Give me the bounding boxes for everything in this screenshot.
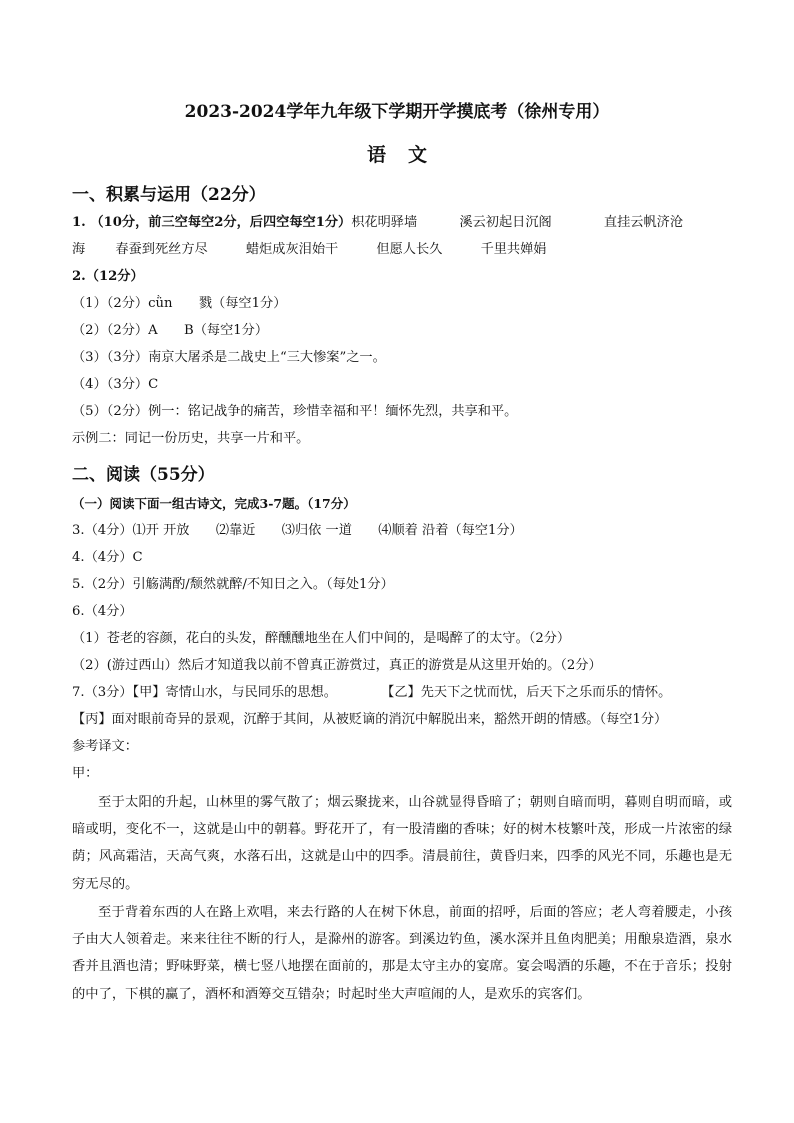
q1-answer-3-cont: 海: [72, 242, 86, 257]
q6-2: （2）(游过西山）然后才知道我以前不曾真正游赏过，真正的游赏是从这里开始的。（2分）: [72, 658, 602, 673]
translation-paragraph-2: 至于背着东西的人在路上欢唱，来去行路的人在树下休息，前面的招呼，后面的答应；老人弯着腰走，小孩子由大人领着走。来来往往不断的行人，是滁州的游客。到溪边钓鱼，溪水深并且鱼肉肥美；用酿泉造酒，泉水香并且酒也清；野味野菜，横七竖八地摆在面前的，那是太守主办的宴席。宴会喝酒的乐趣，不在于音乐；投射的中了，下棋的赢了，酒杯和酒筹交互错杂；时起时坐大声喧闹的人，是欢乐的宾客们。: [72, 905, 732, 1002]
q1-answer-4: 春蚕到死丝方尽: [115, 242, 208, 257]
q2-5-example2: 示例二：同记一份历史，共享一片和平。: [72, 431, 310, 446]
q1-answer-2: 溪云初起日沉阁: [459, 215, 552, 230]
q1-answer-7: 千里共婵娟: [480, 242, 547, 257]
translation-paragraph-1: 至于太阳的升起，山林里的雾气散了；烟云聚拢来，山谷就显得昏暗了；朝则自暗而明，暮则自明而暗，或暗或明，变化不一，这就是山中的朝暮。野花开了，有一股清幽的香味；好的树木枝繁叶茂，形成一片浓密的绿荫；风高霜洁，天高气爽，水落石出，这就是山中的四季。清晨前往，黄昏归来，四季的风光不同，乐趣也是无穷无尽的。: [72, 795, 732, 892]
q1-answer-6: 但愿人长久: [376, 242, 443, 257]
q2-5: （5）（2分）例一：铭记战争的痛苦，珍惜幸福和平！缅怀先烈，共享和平。: [72, 404, 518, 419]
q7-line: [72, 684, 732, 702]
q1-label: 1. （10分，前三空每空2分，后四空每空1分）: [72, 215, 352, 230]
document-title: 2023-2024学年九年级下学期开学摸底考（徐州专用）: [184, 102, 610, 122]
q2-1: （1）（2分）cǜn 戮（每空1分）: [72, 296, 287, 311]
q7-jia: 7.（3分）【甲】寄情山水，与民同乐的思想。: [72, 685, 337, 700]
q4: 4.（4分）C: [72, 550, 143, 565]
q2-4: （4）（3分）C: [72, 377, 159, 392]
q1-line: [72, 214, 732, 232]
q3: 3.（4分）⑴开 开放 ⑵靠近 ⑶归依 一道 ⑷顺着 沿着（每空1分）: [72, 523, 523, 538]
q2-3: （3）（3分）南京大屠杀是二战史上“三大惨案”之一。: [72, 350, 386, 365]
q2-label: 2.（12分）: [72, 269, 144, 284]
q6-1: （1）苍老的容颜，花白的头发，醉醺醺地坐在人们中间的，是喝醉了的太守。（2分）: [72, 631, 571, 646]
q6: 6.（4分）: [72, 604, 133, 619]
sub1-heading: （一）阅读下面一组古诗文，完成3-7题。（17分）: [72, 496, 356, 511]
jia-label: 甲：: [72, 766, 99, 781]
section1-heading: 一、积累与运用（22分）: [72, 185, 266, 205]
q7-yi: 【乙】先天下之忧而忧，后天下之乐而乐的情怀。: [381, 685, 672, 700]
reference-translation-label: 参考译文：: [72, 739, 138, 754]
q7-bing: 【丙】面对眼前奇异的景观，沉醉于其间，从被贬谪的消沉中解脱出来，豁然开朗的情感。（每空1分）: [72, 712, 668, 727]
subject-title: 语文: [366, 144, 449, 166]
section2-heading: 二、阅读（55分）: [72, 465, 215, 485]
q1-answer-3: 直挂云帆济沧: [603, 215, 684, 230]
q5: 5.（2分）引觞满酌/颓然就醉/不知日之入。（每处1分）: [72, 577, 394, 592]
q1-answer-5: 蜡炬成灰泪始干: [245, 242, 339, 257]
q1-line-2: [72, 241, 732, 259]
q2-2: （2）（2分）A B（每空1分）: [72, 323, 269, 338]
q1-answer-1: 枳花明驿墙: [351, 215, 418, 230]
